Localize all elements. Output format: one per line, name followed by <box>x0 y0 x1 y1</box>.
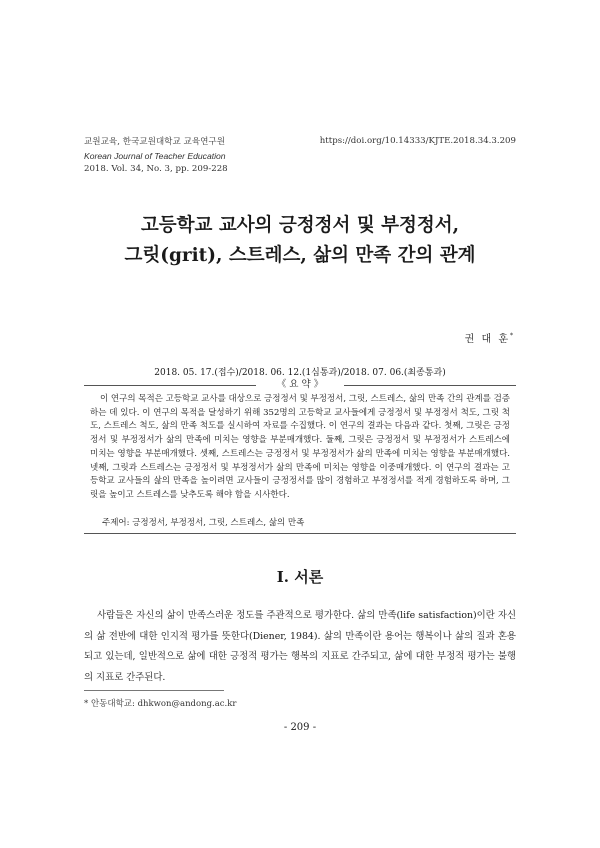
footnote: * 안동대학교: dhkwon@andong.ac.kr <box>84 699 237 709</box>
keywords: 주제어: 긍정정서, 부정정서, 그릿, 스트레스, 삶의 만족 <box>102 518 305 528</box>
journal-name: Korean Journal of Teacher Education <box>84 150 226 161</box>
submission-dates: 2018. 05. 17.(접수)/2018. 06. 12.(1심통과)/2018. 07. 06.(최종통과) <box>154 368 446 378</box>
abstract-rule-right <box>344 385 516 386</box>
title-line-2: 그릿(grit), 스트레스, 삶의 만족 간의 관계 <box>124 245 476 266</box>
abstract-heading-label: 《 요 약 》 <box>276 379 324 390</box>
paper-title <box>60 211 540 271</box>
volume-info: 2018. Vol. 34, No. 3, pp. 209-228 <box>84 164 228 174</box>
section-title: Ⅰ. 서론 <box>276 568 324 586</box>
abstract-text: 이 연구의 목적은 고등학교 교사를 대상으로 긍정정서 및 부정정서, 그릿, 스트레스, 삶의 만족 간의 관계를 검증하는 데 있다. 이 연구의 목적을 달성하기 위해 352명의 고등학교 교사들에게 긍정정서 및 부정정서 척도, 그릿 척도, 스트레스 척도, 삶의 만족 척도를 실시하여 자료를 수집했다. 이 연구의 결과는 다음과 같다. 첫째, 그릿은 긍정정서 및 부정정서가 삶의 만족에 미치는 영향을 부분매개했다. 둘째, 그릿은 긍정정서 및 부정정서가 스트레스에 미치는 영향을 부분매개했다. 셋째, 스트레스는 긍정정서 및 부정정서가 삶의 만족에 미치는 영향을 부분매개했다. 넷째, 그릿과 스트레스는 긍정정서 및 부정정서가 삶의 만족에 미치는 영향을 이중매개했다. 이 연구의 결과는 고등학교 교사들의 삶의 만족을 높이려면 교사들이 긍정정서를 많이 경험하고 부정정서를 적게 경험하도록 하며, 그릿을 높이고 스트레스를 낮추도록 해야 함을 시사한다. <box>90 394 510 500</box>
publisher-line: 교원교육, 한국교원대학교 교육연구원 <box>84 137 226 147</box>
author-name: 권 대 훈 <box>464 334 510 345</box>
title-line-1: 고등학교 교사의 긍정정서 및 부정정서, <box>140 215 460 236</box>
journal-header <box>84 136 228 177</box>
abstract-heading <box>84 378 516 392</box>
author <box>465 330 513 345</box>
body-paragraph: 사람들은 자신의 삶이 만족스러운 정도를 주관적으로 평가한다. 삶의 만족(life satisfaction)이란 자신의 삶 전반에 대한 인지적 평가를 뜻한다(Diener, 1984). 삶의 만족이란 용어는 행복이나 삶의 질과 혼용되고 있는데, 일반적으로 삶에 대한 긍정적 평가는 행복의 지표로 간주되고, 삶에 대한 부정적 평가는 불행의 지표로 간주된다. <box>84 610 516 683</box>
author-footnote-mark: * <box>510 332 513 340</box>
page-number: - 209 - <box>283 722 317 733</box>
doi-link[interactable]: https://doi.org/10.14333/KJTE.2018.34.3.209 <box>319 136 516 146</box>
abstract-rule-left <box>84 385 256 386</box>
footnote-divider <box>84 690 224 691</box>
keywords-divider <box>84 533 516 534</box>
